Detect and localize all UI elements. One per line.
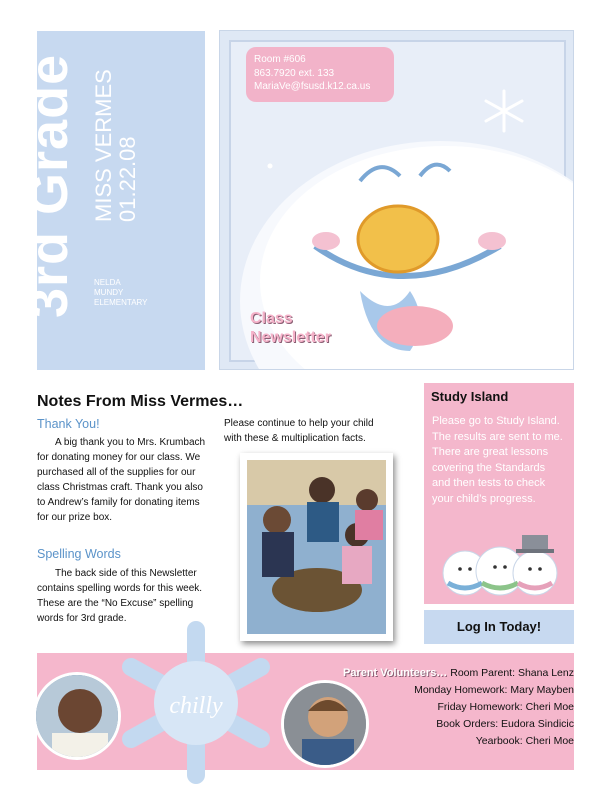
spelling-words-text: The back side of this Newsletter contains spelling words for this week. These are the “No Excuse” spelling words for 3rd grade.: [37, 568, 203, 624]
teacher-date-block: [92, 69, 140, 222]
volunteer-list: [343, 665, 574, 750]
study-island-title: Study Island: [431, 389, 509, 404]
room-number: Room #606: [254, 54, 306, 65]
volunteer-row: Monday Homework: Mary Mayben: [414, 684, 574, 696]
thank-you-text: A big thank you to Mrs. Krumbach for donating money for our class. We purchased all of the supplies for our class Christmas craft. Thank you also to Andrew’s family for donating items for our prize box.: [37, 437, 206, 523]
phone-number: 863.7920 ext. 133: [254, 67, 335, 79]
volunteer-row: Book Orders: Eudora Sindicic: [436, 718, 574, 730]
study-island-text: Please go to Study Island. The results are sent to me. There are great lessons covering the Standards and then tests to check your child’s progress.: [432, 415, 563, 505]
classroom-photo: [240, 453, 393, 641]
volunteer-row: Parent Volunteers… Room Parent: Shana Lenz: [342, 667, 574, 679]
email-address[interactable]: MariaVe@fsusd.k12.ca.us: [254, 81, 371, 92]
classroom-photo-image: [247, 460, 386, 634]
newsletter-date: 01.22.08: [115, 136, 140, 222]
chilly-snowflake-icon: [106, 615, 286, 790]
log-in-button[interactable]: Log In Today!: [424, 610, 574, 644]
school-name: NELDA MUNDY ELEMENTARY: [94, 278, 148, 307]
volunteer-row: Yearbook: Cheri Moe: [475, 735, 574, 747]
volunteers-heading: Parent Volunteers…: [342, 667, 448, 679]
spelling-words-heading: Spelling Words: [37, 547, 121, 561]
study-island-panel: [424, 383, 574, 604]
notes-heading: Notes From Miss Vermes…: [37, 393, 244, 410]
chilly-text: chilly: [169, 693, 223, 719]
snowmen-icon: [440, 533, 560, 599]
teacher-name: MISS VERMES: [91, 69, 116, 222]
contact-info-box: [246, 47, 394, 102]
class-newsletter-title: Class Newsletter: [250, 310, 331, 346]
grade-title: 3rd Grade: [19, 53, 79, 318]
multiplication-text: Please continue to help your child with these & multiplication facts.: [224, 418, 374, 444]
volunteer-row: Friday Homework: Cheri Moe: [437, 701, 574, 713]
thank-you-heading: Thank You!: [37, 417, 100, 431]
